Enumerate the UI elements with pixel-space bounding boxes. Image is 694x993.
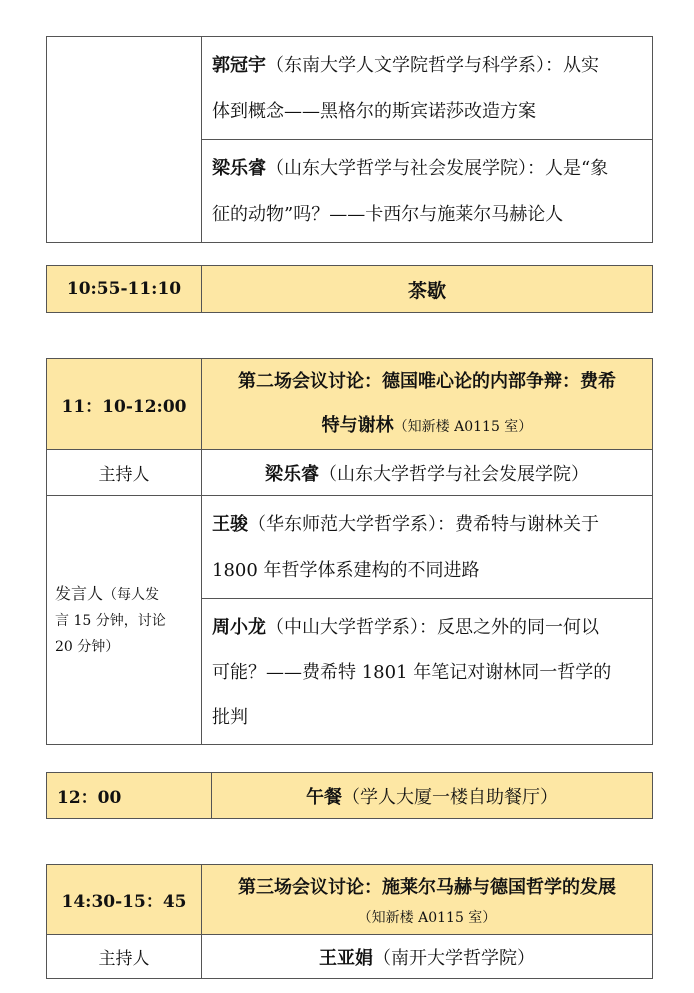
speaker-label <box>47 496 202 745</box>
table-row <box>47 266 653 313</box>
host-cell <box>202 450 653 496</box>
table-top-speakers <box>46 36 653 243</box>
speaker-name: 郭冠宇 <box>212 55 266 76</box>
venue: （知新楼 A0115 室） <box>357 909 497 926</box>
table-row <box>47 773 653 819</box>
event-label: 茶歇 <box>202 266 653 313</box>
speaker-affiliation: （东南大学人文学院哲学与科学系）： <box>266 55 563 76</box>
talk-title: 从实 <box>563 55 599 76</box>
talk-title: 1800 年哲学体系建构的不同进路 <box>212 560 480 581</box>
event-label: 午餐 <box>306 786 342 808</box>
host-cell <box>202 935 653 979</box>
lunch-place: （学人大厦一楼自助餐厅） <box>342 786 558 808</box>
speaker-entry <box>202 599 653 745</box>
session-title-line: 第三场会议讨论：施莱尔马赫与德国哲学的发展 <box>238 876 616 898</box>
table-row <box>47 37 653 140</box>
time-cell: 12：00 <box>47 773 212 819</box>
speaker-label-cell-empty <box>47 37 202 243</box>
table-row <box>47 865 653 935</box>
table-tea-break <box>46 265 653 313</box>
speaker-entry <box>202 37 653 140</box>
speaker-affiliation: （中山大学哲学系）： <box>266 617 437 638</box>
table-row <box>47 450 653 496</box>
time-cell: 10:55-11:10 <box>47 266 202 313</box>
speaker-name: 王骏 <box>212 514 248 535</box>
host-name: 王亚娟 <box>319 947 373 969</box>
talk-title: 反思之外的同一何以 <box>437 617 599 638</box>
host-label: 主持人 <box>47 935 202 979</box>
venue: （知新楼 A0115 室） <box>393 418 533 435</box>
speaker-label-note: 言 15 分钟，讨论 <box>55 612 166 629</box>
table-row <box>47 359 653 450</box>
time-cell: 14:30-15：45 <box>47 865 202 935</box>
host-name: 梁乐睿 <box>265 463 319 485</box>
talk-title: 批判 <box>212 707 248 728</box>
talk-title: 征的动物”吗？——卡西尔与施莱尔马赫论人 <box>212 204 564 225</box>
host-affiliation: （南开大学哲学院） <box>373 947 535 969</box>
time-cell: 11：10-12:00 <box>47 359 202 450</box>
session-title-line: 特与谢林 <box>321 414 394 436</box>
table-session-3 <box>46 864 653 979</box>
speaker-entry <box>202 140 653 243</box>
speaker-affiliation: （山东大学哲学与社会发展学院）： <box>266 158 545 179</box>
session-title <box>202 359 653 450</box>
speaker-affiliation: （华东师范大学哲学系）： <box>248 514 455 535</box>
speaker-label-note: 20 分钟） <box>55 638 120 655</box>
speaker-label-note: （每人发 <box>103 586 160 603</box>
speaker-name: 梁乐睿 <box>212 158 266 179</box>
table-session-2 <box>46 358 653 745</box>
talk-title: 可能？——费希特 1801 年笔记对谢林同一哲学的 <box>212 662 612 683</box>
lunch-cell <box>212 773 653 819</box>
talk-title: 体到概念——黑格尔的斯宾诺莎改造方案 <box>212 101 536 122</box>
talk-title: 费希特与谢林关于 <box>455 514 599 535</box>
speaker-entry <box>202 496 653 599</box>
talk-title: 人是“象 <box>545 158 609 179</box>
table-row <box>47 496 653 599</box>
table-row <box>47 935 653 979</box>
host-label: 主持人 <box>47 450 202 496</box>
speaker-label-text: 发言人 <box>55 583 104 603</box>
speaker-name: 周小龙 <box>212 617 266 638</box>
table-lunch <box>46 772 653 819</box>
host-affiliation: （山东大学哲学与社会发展学院） <box>319 463 589 485</box>
session-title <box>202 865 653 935</box>
session-title-line: 第二场会议讨论：德国唯心论的内部争辩：费希 <box>238 370 616 392</box>
